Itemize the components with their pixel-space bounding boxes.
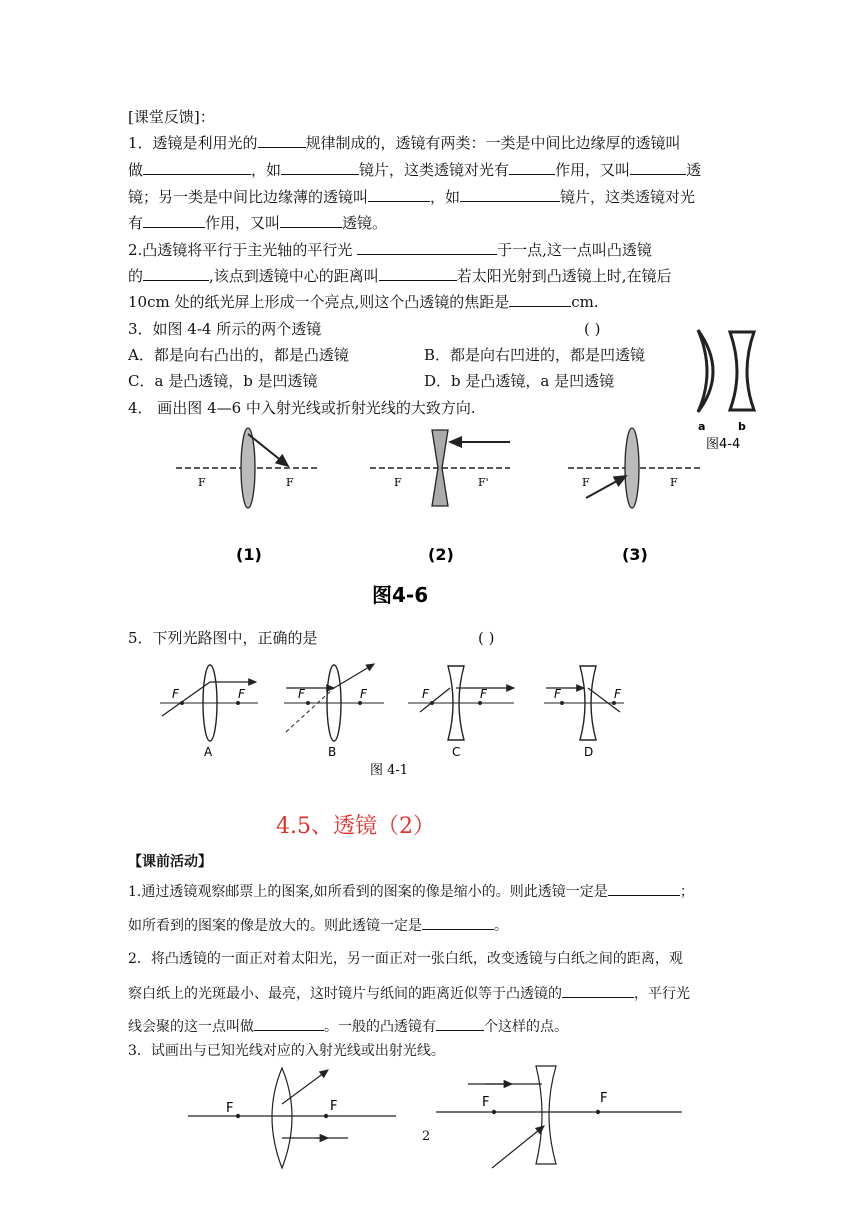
q3-option-d: D．b 是凸透镜，a 是凹透镜 (424, 372, 615, 390)
q3-option-a: A．都是向右凸出的，都是凸透镜 (128, 346, 349, 364)
fig41-b-focus-right: F (360, 687, 367, 701)
q1-line3: 镜；另一类是中间比边缘薄的透镜叫 ，如 镜片，这类透镜对光 (128, 188, 696, 206)
fig41-a-focus-right: F (238, 687, 245, 701)
fig41-label-b: B (328, 745, 337, 759)
fig46-3-focus-right: F (670, 476, 678, 489)
fig46-caption: 图4-6 (372, 583, 429, 607)
page-number: 2 (422, 1129, 431, 1144)
q3-option-c: C．a 是凸透镜，b 是凹透镜 (128, 372, 318, 390)
fig41-caption: 图 4-1 (370, 763, 409, 778)
pre-q2-line2: 察白纸上的光斑最小、最亮，这时镜片与纸间的距离近似等于凸透镜的 ，平行光 (128, 982, 690, 1005)
fig41-label-c: C (452, 745, 461, 759)
fig46-sub3: (3) (622, 545, 648, 564)
fig46-sub2: (2) (428, 545, 454, 564)
pre-q1-line2: 如所看到的图案的像是放大的。则此透镜一定是 。 (128, 914, 508, 937)
fig41-c-focus-right: F (480, 687, 487, 701)
fig44-label-b: b (738, 420, 746, 433)
q2-line1: 2.凸透镜将平行于主光轴的平行光 于一点,这一点叫凸透镜 (128, 241, 652, 259)
pre-q3-concave-focus-left: F (482, 1095, 490, 1110)
q2-line3: 10cm 处的纸光屏上形成一个亮点,则这个凸透镜的焦距是 cm. (128, 293, 599, 311)
pre-q3-convex-focus-right: F (330, 1099, 338, 1114)
q5-stem: 5．下列光路图中，正确的是 (128, 629, 318, 647)
q2-line2: 的 ,该点到透镜中心的距离叫 若太阳光射到凸透镜上时,在镜后 (128, 267, 672, 285)
fig41-label-d: D (584, 745, 594, 759)
pre-q2-line1: 2．将凸透镜的一面正对着太阳光，另一面正对一张白纸，改变透镜与白纸之间的距离，观 (128, 951, 683, 967)
pre-q3-convex-focus-left: F (226, 1101, 234, 1116)
fig46-1-focus-right: F (286, 476, 294, 489)
pre-q3-stem: 3．试画出与已知光线对应的入射光线或出射光线。 (128, 1043, 445, 1059)
figure-4-1 (158, 660, 628, 776)
fig46-sub1: (1) (236, 545, 262, 564)
q1-line4: 有 作用，又叫 透镜。 (128, 214, 388, 232)
fig46-1-focus-left: F (198, 476, 206, 489)
pre-q1-line1: 1.通过透镜观察邮票上的图案,如所看到的图案的像是缩小的。则此透镜一定是 ； (128, 880, 694, 903)
fig46-2-focus-right: F' (478, 476, 489, 489)
pre-q3-concave-focus-right: F (600, 1091, 608, 1106)
section-title: 4.5、透镜（2） (276, 814, 435, 839)
fig44-label-a: a (698, 420, 706, 433)
q4-stem: 4． 画出图 4—6 中入射光线或折射光线的大致方向. (128, 399, 476, 417)
fig41-b-focus-left: F (298, 687, 305, 701)
pre-q2-line3: 线会聚的这一点叫做 。一般的凸透镜有 个这样的点。 (128, 1015, 568, 1038)
pre-activity-heading: 【课前活动】 (128, 854, 212, 870)
q1-line1: 1．透镜是利用光的 规律制成的，透镜有两类：一类是中间比边缘厚的透镜叫 (128, 134, 681, 152)
fig44-caption: 图4-4 (706, 437, 741, 452)
q3-paren: ( ) (584, 320, 601, 338)
figure-4-6 (170, 420, 710, 610)
fig46-2-focus-left: F (394, 476, 402, 489)
q3-option-b: B．都是向右凹进的，都是凹透镜 (424, 346, 646, 364)
fig46-3-focus-left: F (582, 476, 590, 489)
fig41-label-a: A (204, 745, 213, 759)
pre-q3-diagrams (186, 1064, 686, 1172)
fig41-d-focus-left: F (554, 687, 561, 701)
fig41-c-focus-left: F (422, 687, 429, 701)
q1-line2: 做 ，如 镜片，这类透镜对光有 作用，又叫 透 (128, 161, 702, 179)
q5-paren: ( ) (478, 629, 495, 647)
fig41-a-focus-left: F (172, 687, 179, 701)
fig41-d-focus-right: F (614, 687, 621, 701)
feedback-heading: [课堂反馈]： (128, 108, 215, 126)
q3-stem: 3．如图 4-4 所示的两个透镜 (128, 320, 322, 338)
